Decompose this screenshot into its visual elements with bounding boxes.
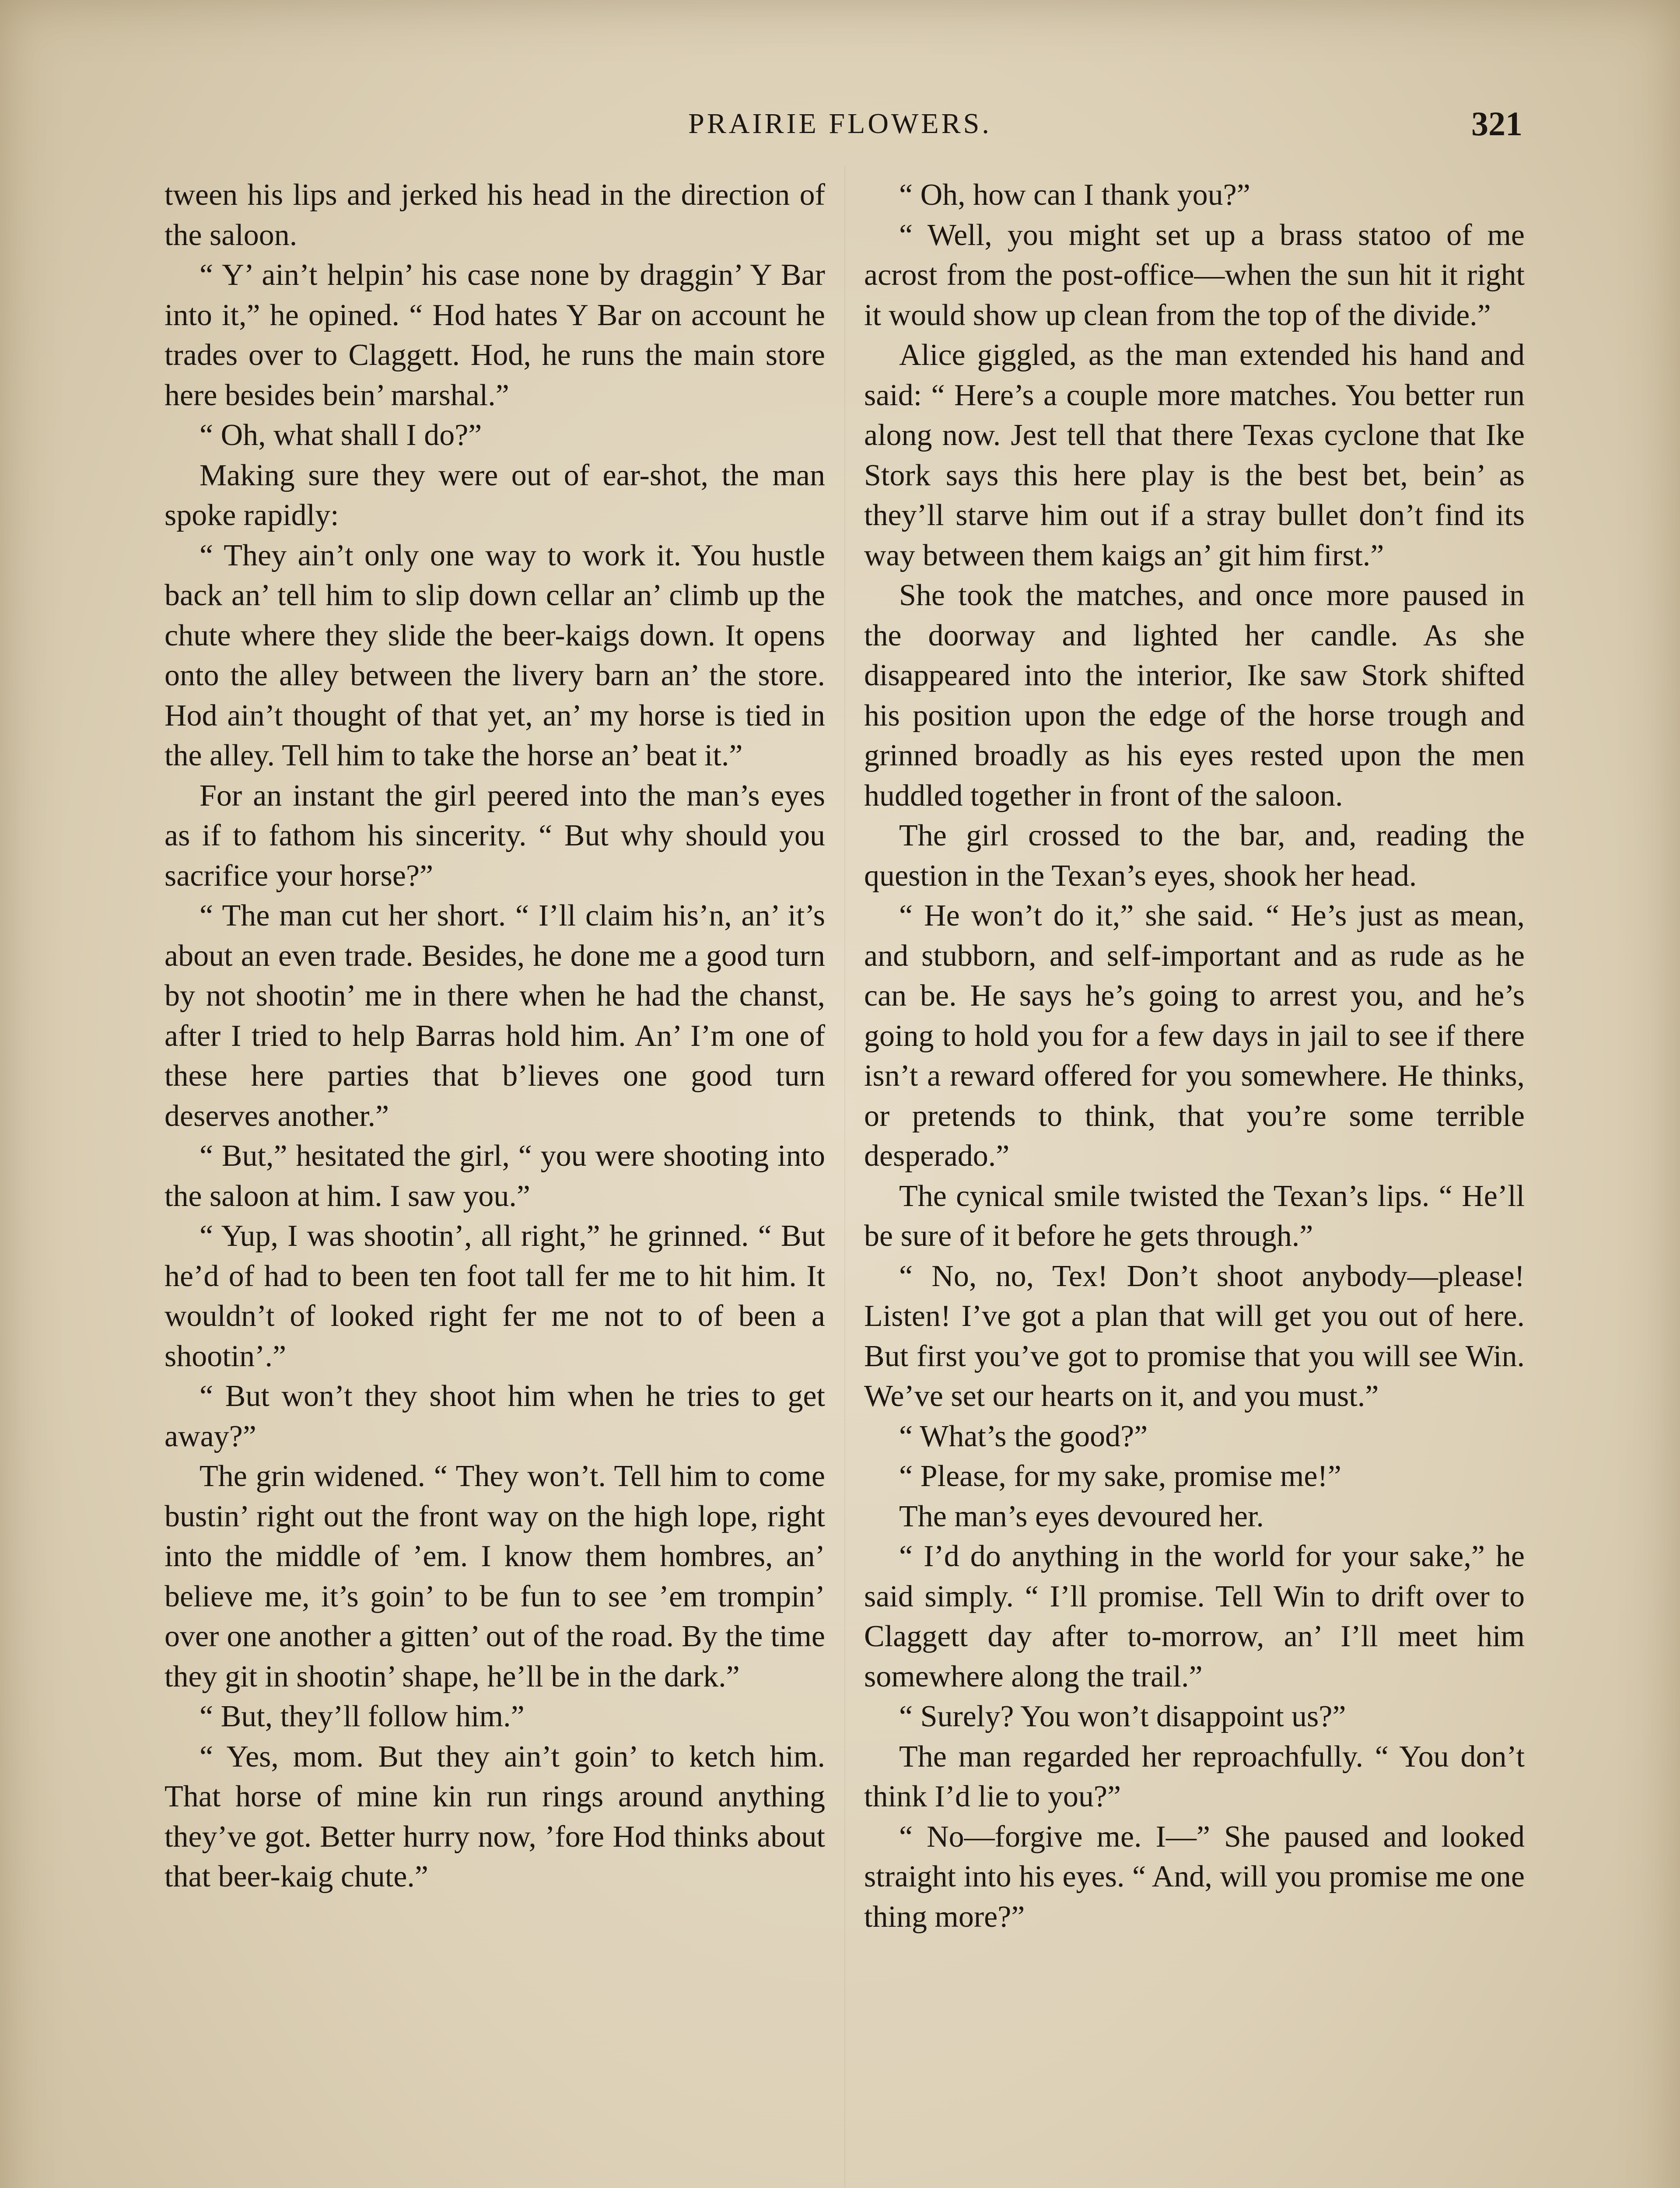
running-head	[0, 100, 1680, 148]
paragraph: tween his lips and jerked his head in the direction of the saloon.	[164, 178, 825, 252]
paragraph: She took the matches, and once more paused in the doorway and lighted her candle. As she disappeared into the interior, Ike saw Stork shifted his position upon the edge of the horse trough and grinned broadly as his eyes rested upon the men huddled together in front of the saloon.	[864, 579, 1525, 813]
paragraph: “ He won’t do it,” she said. “ He’s just as mean, and stubborn, and self-important and as rude as he can be. He says he’s going to arrest you, and he’s going to hold you for a few days in jail to see if there isn’t a reward offered for you somewhere. He thinks, or pretends to think, that you’re some terrible desperado.”	[864, 899, 1525, 1173]
left-text-column	[164, 175, 825, 1897]
paragraph: “ Yes, mom. But they ain’t goin’ to ketch him. That horse of mine kin run rings around anything they’ve got. Better hurry now, ’fore Hod thinks about that beer-kaig chute.”	[164, 1739, 825, 1893]
paragraph: “ But, they’ll follow him.”	[200, 1700, 525, 1733]
paragraph: “ Oh, what shall I do?”	[200, 418, 482, 452]
paragraph: “ Well, you might set up a brass statoo of me acrost from the post-office—when the sun hit it right it would show up clean from the top of the divide.”	[864, 218, 1525, 332]
paragraph: “ What’s the good?”	[899, 1419, 1148, 1453]
paragraph: “ Oh, how can I thank you?”	[899, 178, 1250, 212]
paragraph: “ Y’ ain’t helpin’ his case none by draggin’ Y Bar into it,” he opined. “ Hod hates Y Bar on account he trades over to Claggett. Hod, he runs the main store here besides bein’ marshal.”	[164, 258, 825, 412]
paragraph: “ Please, for my sake, promise me!”	[899, 1459, 1341, 1493]
paragraph: The girl crossed to the bar, and, reading the question in the Texan’s eyes, shook her head.	[864, 819, 1525, 893]
paragraph: For an instant the girl peered into the man’s eyes as if to fathom his sincerity. “ But why should you sacrifice your horse?”	[164, 778, 825, 893]
paragraph: “ No—forgive me. I—” She paused and looked straight into his eyes. “ And, will you promise me one thing more?”	[864, 1820, 1525, 1934]
paragraph: The man’s eyes devoured her.	[899, 1499, 1264, 1533]
paragraph: “ Surely? You won’t disappoint us?”	[899, 1700, 1346, 1733]
paragraph: Alice giggled, as the man extended his hand and said: “ Here’s a couple more matches. You better run along now. Jest tell that there Texas cyclone that Ike Stork says this here play is the best bet, bein’ as they’ll starve him out if a stray bullet don’t find its way between them kaigs an’ git him first.”	[864, 338, 1525, 572]
page-title: PRAIRIE FLOWERS.	[688, 108, 992, 140]
paragraph: The grin widened. “ They won’t. Tell him to come bustin’ right out the front way on the high lope, right into the middle of ’em. I know them hombres, an’ believe me, it’s goin’ to be fun to see ’em trompin’ over one another a gitten’ out of the road. By the time they git in shootin’ shape, he’ll be in the dark.”	[164, 1459, 825, 1694]
paragraph: “ Yup, I was shootin’, all right,” he grinned. “ But he’d of had to been ten foot tall fer me to hit him. It wouldn’t of looked right fer me not to of been a shootin’.”	[164, 1219, 825, 1373]
paragraph: “ I’d do anything in the world for your sake,” he said simply. “ I’ll promise. Tell Win to drift over to Claggett day after to-morrow, an’ I’ll meet him somewhere along the trail.”	[864, 1539, 1525, 1694]
paragraph: Making sure they were out of ear-shot, the man spoke rapidly:	[164, 458, 825, 532]
paragraph: “ They ain’t only one way to work it. You hustle back an’ tell him to slip down cellar an’ climb up the chute where they slide the beer-kaigs down. It opens onto the alley between the livery barn an’ the store. Hod ain’t thought of that yet, an’ my horse is tied in the alley. Tell him to take the horse an’ beat it.”	[164, 538, 825, 772]
paragraph: The man regarded her reproachfully. “ You don’t think I’d lie to you?”	[864, 1739, 1525, 1813]
paragraph: “ But won’t they shoot him when he tries to get away?”	[164, 1379, 825, 1453]
paragraph: “ But,” hesitated the girl, “ you were shooting into the saloon at him. I saw you.”	[164, 1139, 825, 1213]
paragraph: “ No, no, Tex! Don’t shoot anybody—please! Listen! I’ve got a plan that will get you out of here. But first you’ve got to promise that you will see Win. We’ve set our hearts on it, and you must.”	[864, 1259, 1525, 1413]
right-text-column	[864, 175, 1525, 1937]
column-gutter	[844, 166, 845, 2188]
paragraph: The cynical smile twisted the Texan’s lips. “ He’ll be sure of it before he gets through.”	[864, 1179, 1525, 1253]
paragraph: “ The man cut her short. “ I’ll claim his’n, an’ it’s about an even trade. Besides, he done me a good turn by not shootin’ me in there when he had the chanst, after I tried to help Barras hold him. An’ I’m one of these here parties that b’lieves one good turn deserves another.”	[164, 899, 825, 1133]
page-number: 321	[1471, 105, 1522, 143]
